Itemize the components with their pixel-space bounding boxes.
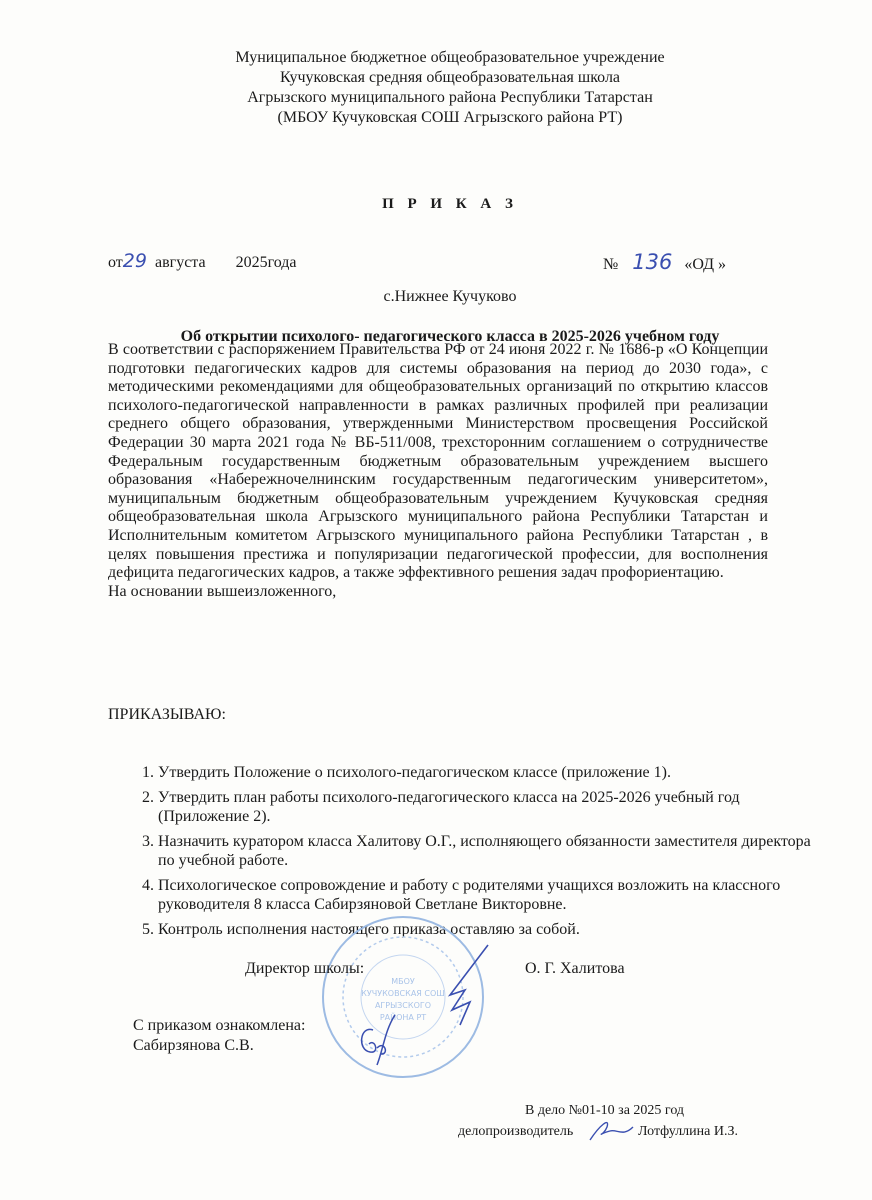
number-handwritten: 136 xyxy=(632,250,673,274)
order-date xyxy=(108,250,297,272)
place: с.Нижнее Кучуково xyxy=(383,288,517,305)
order-item: 2. Утвердить план работы психолого-педагогического класса на 2025-2026 учебный год (Приложение 2). xyxy=(158,788,818,827)
document-title: П Р И К А З xyxy=(382,196,518,212)
preamble xyxy=(108,341,768,601)
director-signature xyxy=(430,940,500,1030)
header-line: Кучуковская средняя общеобразовательная школа xyxy=(279,69,621,86)
svg-text:АГРЫЗСКОГО: АГРЫЗСКОГО xyxy=(374,1001,432,1010)
order-item: 4. Психологическое сопровождение и работу с родителями учащихся возложить на классного руководителя 8 класса Сабирзяновой Светлане Викторовне. xyxy=(158,876,818,915)
number-suffix: «ОД » xyxy=(684,256,727,273)
order-item: 5. Контроль исполнения настоящего приказа оставляю за собой. xyxy=(158,920,818,940)
svg-text:МБОУ: МБОУ xyxy=(391,977,415,986)
acknowledgement xyxy=(133,1016,305,1056)
header-line: (МБОУ Кучуковская СОШ Агрызского района РТ) xyxy=(277,109,623,126)
filing-clerk-role: делопроизводитель xyxy=(458,1124,574,1139)
header-line: Муниципальное бюджетное общеобразовательное учреждение xyxy=(235,49,665,66)
date-prefix: от xyxy=(108,254,123,271)
svg-text:РАЙОНА РТ: РАЙОНА РТ xyxy=(379,1013,427,1022)
preamble-text: В соответствии с распоряжением Правительства РФ от 24 июня 2022 г. № 1686-р «О Концепции подготовки педагогических кадров для системы образования на период до 2030 года», с методическими рекомендациями для общеобразовательных организаций по открытию классов психолого-педагогической направленности в рамках различных профилей при реализации среднего общего образования, утвержденными Министерством просвещения Российской Федерации 30 марта 2021 года № ВБ-511/008, трехсторонним соглашением о сотрудничестве Федеральным государственным бюджетным образовательным учреждением высшего образования «Набережночелнинским государственным педагогическим университетом», муниципальным бюджетным общеобразовательным учреждением Кучуковская средняя общеобразовательная школа Агрызского муниципального района Республики Татарстан и Исполнительным комитетом Агрызского муниципального района Республики Татарстан , в целях повышения престижа и популяризации педагогической профессии, для восполнения дефицита педагогических кадров, а также эффективного решения задач профориентацию. xyxy=(108,341,768,582)
svg-text:КУЧУКОВСКАЯ СОШ: КУЧУКОВСКАЯ СОШ xyxy=(361,989,445,998)
date-month: августа xyxy=(154,254,206,271)
date-year: 2025года xyxy=(235,254,297,271)
order-word: ПРИКАЗЫВАЮ: xyxy=(108,706,226,723)
acknowledgement-signature xyxy=(355,1010,405,1070)
date-day-handwritten: 29 xyxy=(122,250,147,272)
header-line: Агрызского муниципального района Республики Татарстан xyxy=(247,89,653,106)
order-subject: Об открытии психолого- педагогического класса в 2025-2026 учебном году xyxy=(180,328,720,345)
filing-line: В дело №01-10 за 2025 год xyxy=(525,1103,685,1118)
clerk-signature xyxy=(585,1115,635,1143)
basis-text: На основании вышеизложенного, xyxy=(108,582,337,600)
order-number xyxy=(603,250,726,274)
filing-clerk-name: Лотфуллина И.З. xyxy=(638,1124,738,1139)
acknowledgement-label: С приказом ознакомлена: xyxy=(133,1017,306,1034)
number-sign: № xyxy=(603,256,619,273)
director-name: О. Г. Халитова xyxy=(525,960,625,977)
order-item: 1. Утвердить Положение о психолого-педагогическом классе (приложение 1). xyxy=(158,763,818,783)
order-item: 3. Назначить куратором класса Халитову О.Г., исполняющего обязанности заместителя директора по учебной работе. xyxy=(158,832,818,871)
director-role: Директор школы: xyxy=(245,960,365,977)
acknowledgement-name: Сабирзянова С.В. xyxy=(133,1037,254,1054)
institution-header xyxy=(0,48,872,128)
